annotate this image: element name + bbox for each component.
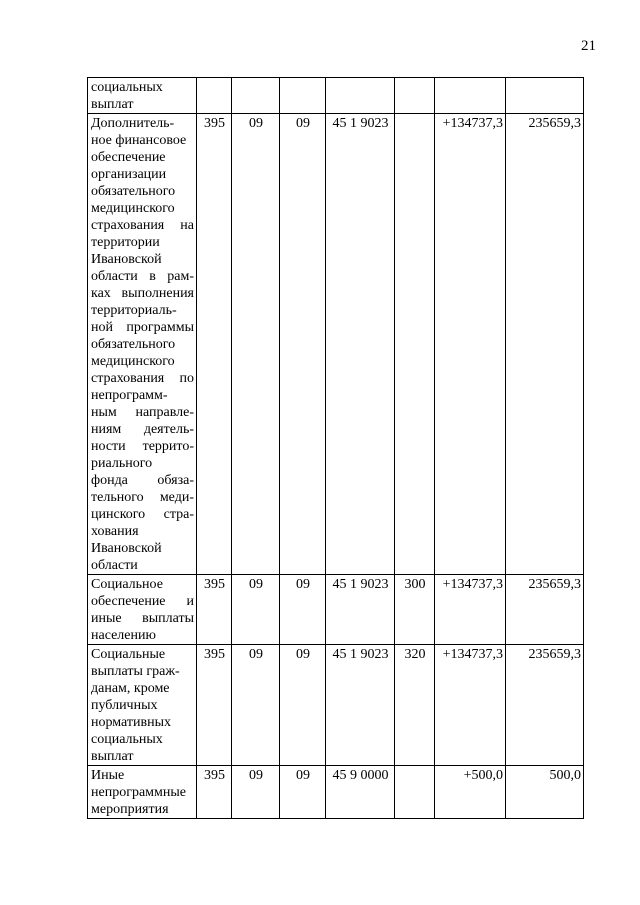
expense-type-cell [395,114,435,575]
change-amount-cell: +134737,3 [435,575,506,645]
item-name-line: цинского стра- [91,507,194,522]
item-name-line: фонда обяза- [91,473,194,488]
item-name-line: выплат [91,749,134,764]
table-row [88,766,584,819]
item-name-line: выплат [91,97,134,112]
item-name-line: области в рам- [91,269,194,284]
item-name-line: медицинского [91,201,175,216]
item-name-line: организации [91,167,167,182]
subsection-code-cell: 09 [280,645,326,766]
subsection-code-cell [280,78,326,114]
expense-type-cell: 300 [395,575,435,645]
section-code-cell [232,78,280,114]
item-name-line: области [91,558,138,573]
item-name-line: риального [91,456,153,471]
item-name-line: населению [91,628,156,643]
item-name-line: Иные [91,768,125,783]
item-name-line: Социальные [91,647,166,662]
item-name-line: данам, кроме [91,681,170,696]
item-name-line: обязательного [91,184,176,199]
table-row [88,78,584,114]
item-name-line: медицинского [91,354,175,369]
item-name-line: ной программы [91,320,194,335]
item-name-line: иные выплаты [91,611,194,626]
item-name-line: обеспечение [91,150,166,165]
item-name-line: Ивановской [91,541,162,556]
total-amount-cell: 235659,3 [506,575,584,645]
section-code-cell: 09 [232,575,280,645]
item-name-line: страхования по [91,371,194,386]
item-name-line: обязательного [91,337,176,352]
item-name-line: страхования на [91,218,194,233]
section-code-cell: 09 [232,645,280,766]
item-name-line: мероприятия [91,802,169,817]
target-article-cell: 45 1 9023 [326,645,395,766]
item-name-line: ниям деятель- [91,422,194,437]
item-name-line: социальных [91,80,163,95]
budget-table [87,77,584,819]
section-code-cell: 09 [232,114,280,575]
item-name-line: непрограммные [91,785,186,800]
item-name-cell [88,766,197,819]
item-name-line: выплаты граж- [91,664,180,679]
target-article-cell [326,78,395,114]
page-number: 21 [581,38,596,54]
item-name-line: территории [91,235,160,250]
subsection-code-cell: 09 [280,114,326,575]
admin-code-cell: 395 [197,766,232,819]
subsection-code-cell: 09 [280,766,326,819]
change-amount-cell: +134737,3 [435,114,506,575]
item-name-cell [88,114,197,575]
item-name-line: тельного меди- [91,490,194,505]
total-amount-cell: 235659,3 [506,645,584,766]
item-name-line: ности террито- [91,439,194,454]
item-name-line: хования [91,524,139,539]
change-amount-cell [435,78,506,114]
admin-code-cell: 395 [197,575,232,645]
change-amount-cell: +500,0 [435,766,506,819]
total-amount-cell: 500,0 [506,766,584,819]
item-name-line: Социальное [91,577,163,592]
admin-code-cell: 395 [197,645,232,766]
target-article-cell: 45 1 9023 [326,575,395,645]
admin-code-cell [197,78,232,114]
item-name-cell [88,575,197,645]
subsection-code-cell: 09 [280,575,326,645]
table-row [88,645,584,766]
target-article-cell: 45 1 9023 [326,114,395,575]
section-code-cell: 09 [232,766,280,819]
expense-type-cell: 320 [395,645,435,766]
item-name-line: ным направле- [91,405,194,420]
item-name-line: непрограмм- [91,388,168,403]
item-name-line: нормативных [91,715,172,730]
admin-code-cell: 395 [197,114,232,575]
item-name-line: обеспечение и [91,594,194,609]
item-name-line: территориаль- [91,303,177,318]
total-amount-cell [506,78,584,114]
target-article-cell: 45 9 0000 [326,766,395,819]
item-name-cell [88,645,197,766]
table-row [88,114,584,575]
expense-type-cell [395,766,435,819]
table-row [88,575,584,645]
total-amount-cell: 235659,3 [506,114,584,575]
item-name-line: Дополнитель- [91,116,175,131]
item-name-line: ное финансовое [91,133,187,148]
expense-type-cell [395,78,435,114]
item-name-line: ках выполнения [91,286,194,301]
change-amount-cell: +134737,3 [435,645,506,766]
item-name-line: Ивановской [91,252,162,267]
item-name-line: публичных [91,698,158,713]
item-name-cell [88,78,197,114]
item-name-line: социальных [91,732,163,747]
